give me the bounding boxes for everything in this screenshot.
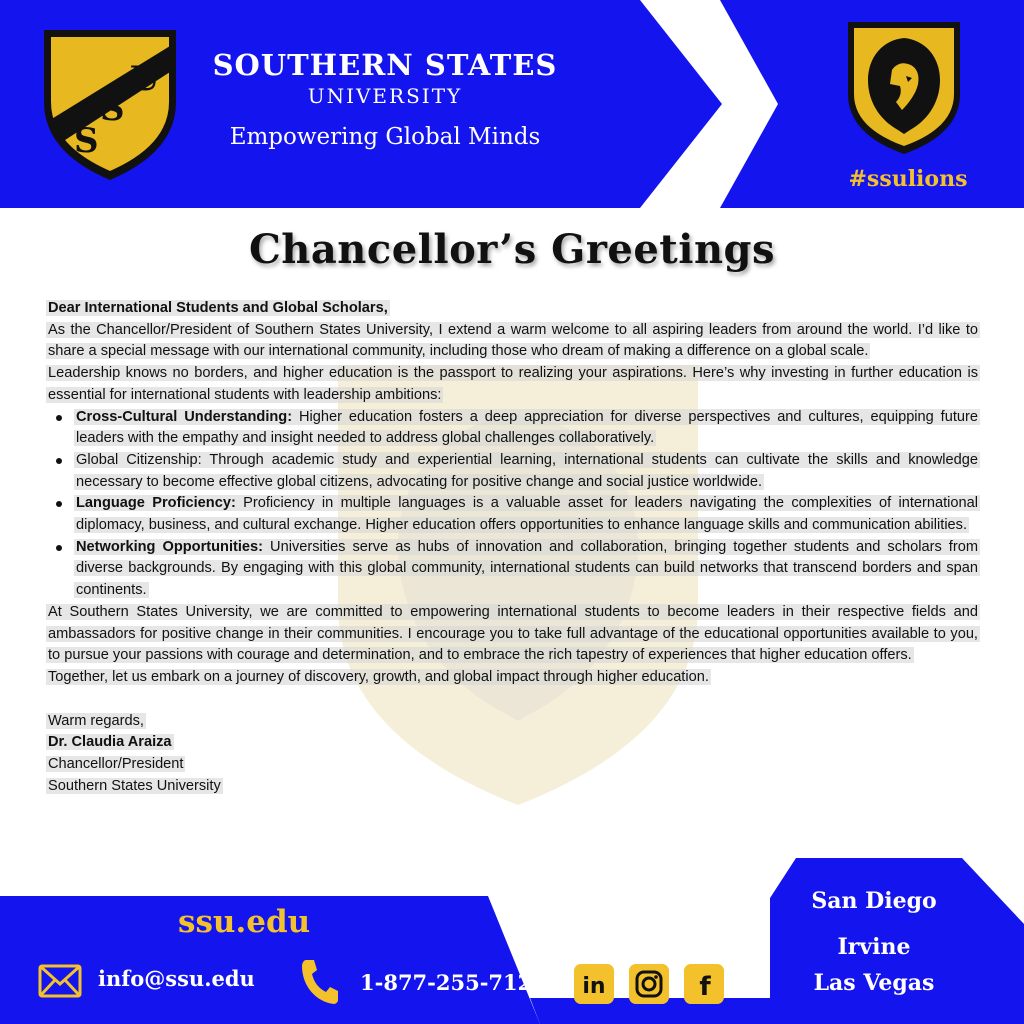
list-item: Cross-Cultural Understanding: Higher education fosters a deep appreciation for diverse perspectives and cultures, equipping future leaders with the empathy and insight needed to address global challenges collaboratively. [74, 407, 980, 450]
email-link[interactable]: info@ssu.edu [98, 966, 255, 991]
page-title: Chancellor’s Greetings [248, 226, 776, 273]
list-item: Global Citizenship: Through academic study and experiential learning, international students can cultivate the skills and knowledge necessary to become effective global citizens, advocating for positive change and social justice worldwide. [74, 450, 980, 493]
list-item: Language Proficiency: Proficiency in multiple languages is a valuable asset for leaders navigating the complexities of international diplomacy, business, and cultural exchange. Higher education offers opportunities to enhance language skills and communication abilities. [74, 493, 980, 536]
signoff: Warm regards, [48, 712, 144, 729]
website-link[interactable]: ssu.edu [178, 904, 311, 940]
linkedin-icon[interactable] [574, 964, 614, 1004]
signer-name: Dr. Claudia Araiza [48, 734, 172, 751]
linkedin-icon-label: in [582, 974, 606, 999]
commitment-paragraph: At Southern States University, we are committed to empowering international students to become leaders in their respective fields and ambassadors for positive change in their communities. I encourage you to take full advantage of the educational opportunities available to you, to pursue your passions with courage and determination, and to embrace the rich tapestry of experiences that higher education offers. [48, 603, 978, 664]
lion-shield-logo [846, 18, 962, 158]
city-irvine: Irvine [837, 934, 911, 960]
phone-link[interactable]: 1-877-255-7124 [360, 970, 547, 995]
facebook-icon-label: f [699, 972, 711, 1002]
university-name: SOUTHERN STATES [212, 48, 558, 82]
city-las-vegas: Las Vegas [813, 970, 935, 996]
hashtag: #ssulions [848, 166, 968, 192]
mail-icon [38, 964, 82, 998]
signer-organization: Southern States University [48, 777, 221, 794]
facebook-icon[interactable] [684, 964, 724, 1004]
university-subtitle: UNIVERSITY [307, 84, 463, 108]
salutation: Dear International Students and Global Scholars, [48, 300, 388, 316]
letter-body [46, 298, 980, 797]
city-san-diego: San Diego [811, 888, 937, 914]
intro-paragraph: As the Chancellor/President of Southern States University, I extend a warm welcome to all aspiring leaders from around the world. I’d like to share a special message with our international community, including those who dream of making a difference on a global scale. [48, 321, 978, 360]
svg-text:S: S [100, 89, 125, 129]
benefits-list [74, 407, 980, 602]
tagline: Empowering Global Minds [229, 124, 541, 150]
closing-paragraph: Together, let us embark on a journey of discovery, growth, and global impact through higher education. [48, 668, 709, 685]
svg-text:U: U [130, 59, 160, 99]
ssu-logo [40, 24, 180, 184]
svg-text:S: S [74, 121, 99, 161]
instagram-icon[interactable] [629, 964, 669, 1004]
list-item: Networking Opportunities: Universities serve as hubs of innovation and collaboration, bringing together students and scholars from diverse backgrounds. By engaging with this global community, international students can build networks that transcend borders and span continents. [74, 537, 980, 602]
lead-paragraph: Leadership knows no borders, and higher education is the passport to realizing your aspirations. Here’s why investing in further education is essential for international students with leadership ambitions: [48, 365, 978, 403]
signer-title: Chancellor/President [48, 756, 184, 773]
phone-icon [298, 956, 340, 1006]
